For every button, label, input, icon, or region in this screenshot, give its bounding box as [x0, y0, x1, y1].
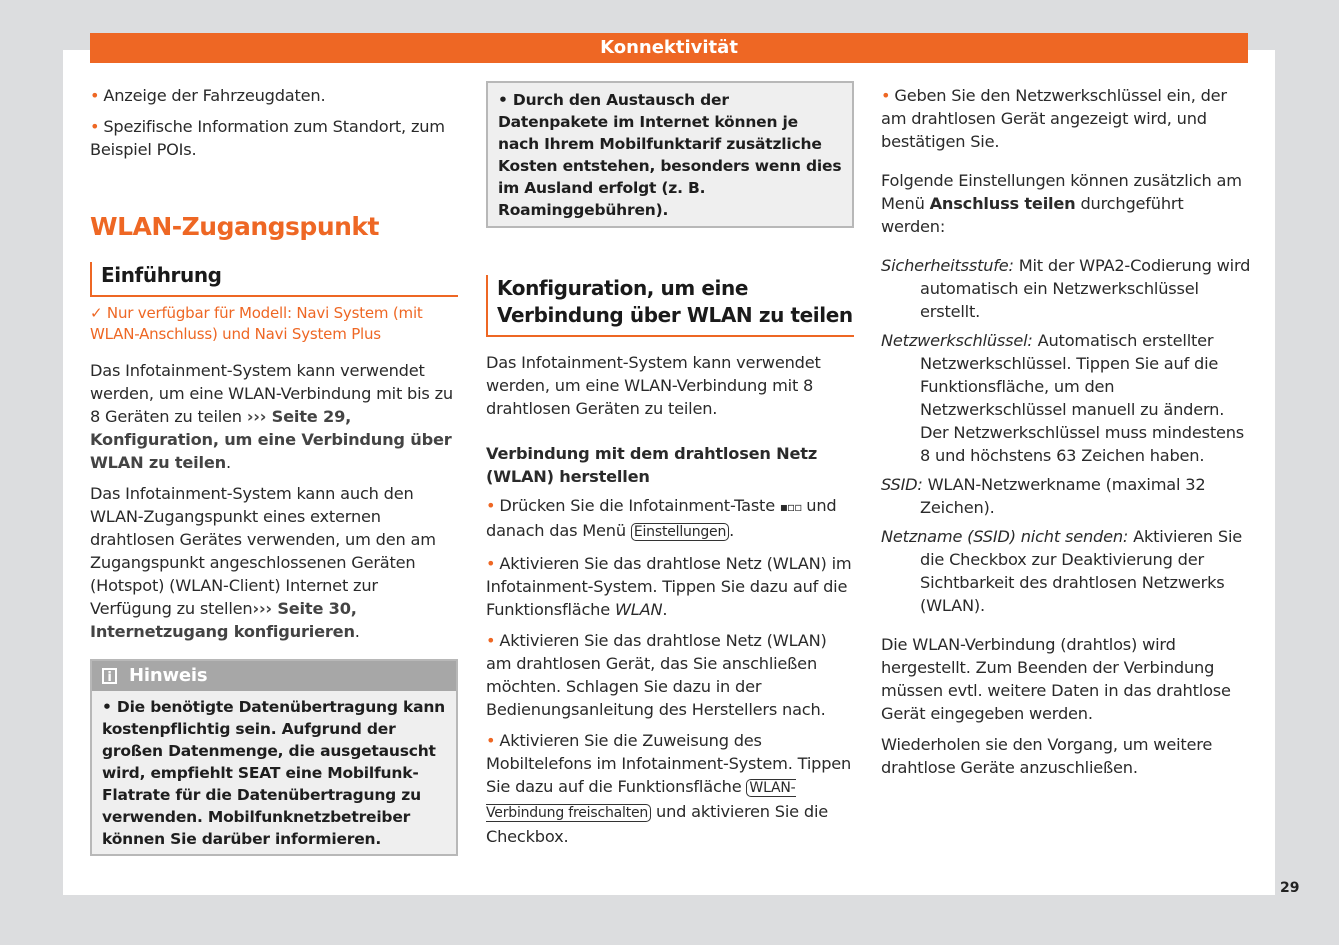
- bullet-icon: •: [90, 86, 100, 105]
- paragraph: Die WLAN-Verbindung (drahtlos) wird hergestellt. Zum Beenden der Verbindung müssen evtl. weitere Daten in das drahtlose Gerät eingegeben werden.: [881, 635, 1231, 723]
- page-reference-link[interactable]: ››› Seite 30, Internetzugang konfigurieren: [90, 599, 357, 641]
- column-1: [90, 84, 458, 856]
- paragraph: Wiederholen sie den Vorgang, um weitere drahtlose Geräte anzuschließen.: [881, 735, 1213, 777]
- subsection-title: Konfiguration, um eine Verbindung über WLAN zu teilen: [486, 275, 854, 337]
- bullet-icon: •: [486, 496, 496, 515]
- page-number: 29: [1280, 880, 1300, 896]
- definition-item: SSID: WLAN-Netzwerkname (maximal 32 Zeichen).: [881, 475, 1206, 517]
- list-item: • Drücken Sie die Infotainment-Taste ▪▫▫ und danach das Menü Einstellungen .: [486, 496, 837, 540]
- bullet-icon: •: [90, 117, 100, 136]
- wlan-enable-button[interactable]: WLAN-Verbindung freischalten: [486, 780, 796, 821]
- note-header: i Hinweis: [92, 661, 456, 691]
- paragraph: Das Infotainment-System kann verwendet werden, um eine WLAN-Verbindung mit bis zu 8 Geräten zu teilen ››› Seite 29, Konfiguration, um eine Verbindung über WLAN zu teilen.: [90, 361, 453, 472]
- chapter-header: Konnektivität: [90, 33, 1248, 63]
- list-item: • Spezifische Information zum Standort, zum Beispiel POIs.: [90, 117, 445, 159]
- bullet-icon: •: [486, 731, 496, 750]
- bullet-icon: •: [881, 86, 891, 105]
- column-2: [486, 84, 854, 856]
- paragraph: Das Infotainment-System kann auch den WLAN-Zugangspunkt eines externen drahtlosen Gerätes verwenden, um den am Zugangspunkt angeschlossenen Geräten (Hotspot) (WLAN-Client) Internet zur Verfügung zu stellen››› Seite 30, Internetzugang konfigurieren.: [90, 484, 436, 641]
- paragraph: Folgende Einstellungen können zusätzlich am Menü Anschluss teilen durchgeführt werden:: [881, 171, 1242, 236]
- page-reference-link[interactable]: ››› Seite 29, Konfiguration, um eine Verbindung über WLAN zu teilen: [90, 407, 452, 472]
- infotainment-menu-icon: ▪▫▫: [779, 500, 802, 514]
- list-item: • Aktivieren Sie das drahtlose Netz (WLAN) am drahtlosen Gerät, das Sie anschließen möchten. Schlagen Sie dazu in der Bedienungsanleitung des Herstellers nach.: [486, 631, 827, 719]
- column-3: [881, 84, 1251, 787]
- list-item: • Anzeige der Fahrzeugdaten.: [90, 86, 326, 105]
- note-box: [90, 659, 458, 856]
- availability-note: ✓ Nur verfügbar für Modell: Navi System (mit WLAN-Anschluss) und Navi System Plus: [90, 304, 423, 343]
- paragraph: Das Infotainment-System kann verwendet werden, um eine WLAN-Verbindung mit 8 drahtlosen Geräten zu teilen.: [486, 353, 821, 418]
- cost-warning-box: • Durch den Austausch der Datenpakete im Internet können je nach Ihrem Mobilfunktarif zusätzliche Kosten entstehen, besonders wenn dies im Ausland erfolgt (z. B. Roaminggebühren).: [486, 81, 854, 228]
- bullet-icon: •: [486, 631, 496, 650]
- steps-title: Verbindung mit dem drahtlosen Netz (WLAN) herstellen: [486, 444, 818, 486]
- list-item: • Aktivieren Sie die Zuweisung des Mobiltelefons im Infotainment-System. Tippen Sie dazu auf die Funktionsfläche WLAN-Verbindung freischalten und aktivieren Sie die Checkbox.: [486, 731, 852, 846]
- definition-item: Sicherheitsstufe: Mit der WPA2-Codierung wird automatisch ein Netzwerkschlüssel erstellt.: [881, 256, 1251, 321]
- list-item: • Aktivieren Sie das drahtlose Netz (WLAN) im Infotainment-System. Tippen Sie dazu auf die Funktionsfläche WLAN.: [486, 554, 852, 619]
- note-body: • Die benötigte Datenübertragung kann kostenpflichtig sein. Aufgrund der großen Datenmenge, die ausgetauscht wird, empfiehlt SEAT eine Mobilfunk-Flatrate für die Datenübertragung zu verwenden. Mobilfunknetzbetreiber können Sie darüber informieren.: [102, 698, 445, 848]
- info-icon: i: [102, 668, 117, 684]
- section-title: WLAN-Zugangspunkt: [90, 212, 379, 241]
- subsection-title: Einführung: [90, 262, 458, 297]
- list-item: • Geben Sie den Netzwerkschlüssel ein, der am drahtlosen Gerät angezeigt wird, und bestätigen Sie.: [881, 86, 1227, 151]
- definition-item: Netzname (SSID) nicht senden: Aktivieren Sie die Checkbox zur Deaktivierung der Sichtbarkeit des drahtlosen Netzwerks (WLAN).: [881, 527, 1243, 615]
- definition-item: Netzwerkschlüssel: Automatisch erstellter Netzwerkschlüssel. Tippen Sie auf die Funktionsfläche, um den Netzwerkschlüssel manuell zu ändern. Der Netzwerkschlüssel muss mindestens 8 und höchstens 63 Zeichen haben.: [881, 331, 1245, 465]
- bullet-icon: •: [486, 554, 496, 573]
- settings-menu-button[interactable]: Einstellungen: [631, 523, 729, 541]
